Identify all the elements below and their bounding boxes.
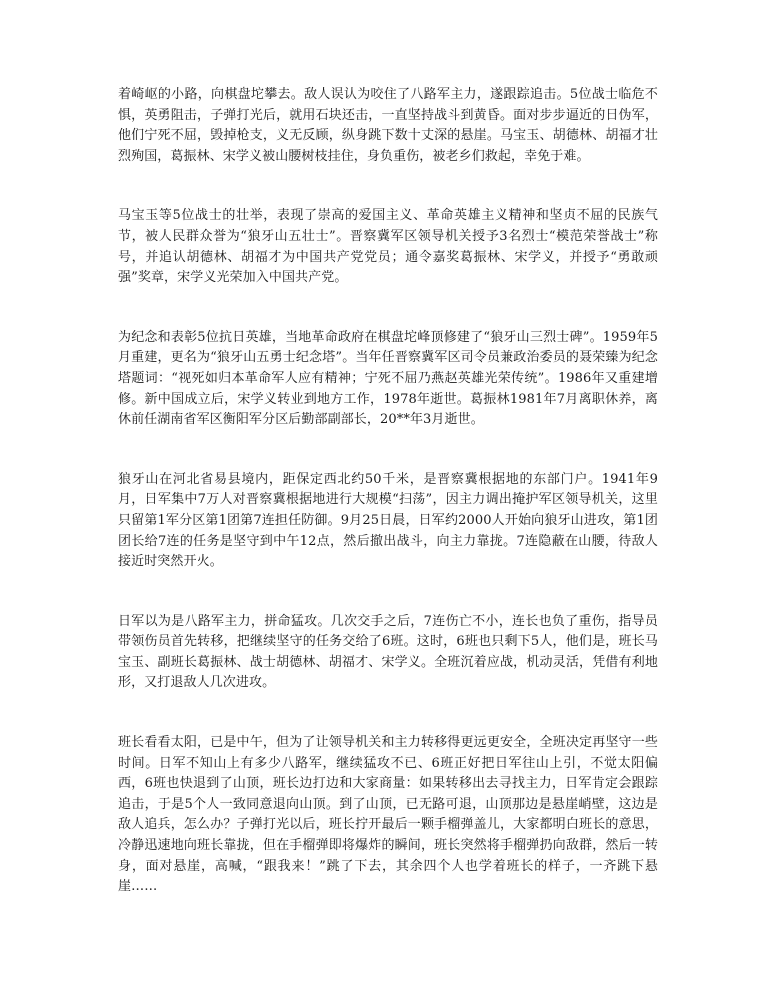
paragraph-2: 马宝玉等5位战士的壮举，表现了崇高的爱国主义、革命英雄主义精神和坚贞不屈的民族气节，被人民群众誉为“狼牙山五壮士”。晋察冀军区领导机关授予3名烈士“模范荣誉战士”称号，并追认胡德林、胡福才为中国共产党党员；通令嘉奖葛振林、宋学义，并授予“勇敢顽强”奖章，宋学义光荣加入中国共产党。 bbox=[118, 208, 658, 286]
document-body bbox=[118, 85, 658, 937]
paragraph-6: 班长看看太阳，已是中午，但为了让领导机关和主力转移得更远更安全，全班决定再坚守一些时间。日军不知山上有多少八路军，继续猛攻不已、6班正好把日军往山上引，不觉太阳偏西，6班也快退到了山顶，班长边打边和大家商量：如果转移出去寻找主力，日军肯定会跟踪追击，于是5个人一致同意退向山顶。到了山顶，已无路可退，山顶那边是悬崖峭壁，这边是敌人追兵，怎么办？子弹打光以后，班长拧开最后一颗手榴弹盖儿，大家都明白班长的意思，冷静迅速地向班长靠拢，但在手榴弹即将爆炸的瞬间，班长突然将手榴弹扔向敌群，然后一转身，面对悬崖，高喊，“跟我来！”跳了下去，其余四个人也学着班长的样子，一齐跳下悬崖…… bbox=[118, 735, 658, 895]
paragraph-3: 为纪念和表彰5位抗日英雄，当地革命政府在棋盘坨峰顶修建了“狼牙山三烈士碑”。1959年5月重建，更名为“狼牙山五勇士纪念塔”。当年任晋察冀军区司令员兼政治委员的聂荣臻为纪念塔题词：“视死如归本革命军人应有精神；宁死不屈乃燕赵英雄光荣传统”。1986年又重建增修。新中国成立后，宋学义转业到地方工作，1978年逝世。葛振林1981年7月离职休养，离休前任湖南省军区衡阳军分区后勤部副部长，20**年3月逝世。 bbox=[118, 329, 658, 428]
paragraph-5: 日军以为是八路军主力，拼命猛攻。几次交手之后，7连伤亡不小，连长也负了重伤，指导员带领伤员首先转移，把继续坚守的任务交给了6班。这时，6班也只剩下5人，他们是，班长马宝玉、副班长葛振林、战士胡德林、胡福才、宋学义。全班沉着应战，机动灵活，凭借有利地形，又打退敌人几次进攻。 bbox=[118, 613, 658, 691]
paragraph-4: 狼牙山在河北省易县境内，距保定西北约50千米，是晋察冀根据地的东部门户。1941年9月，日军集中7万人对晋察冀根据地进行大规模“扫荡”，因主力调出掩护军区领导机关，这里只留第1军分区第1团第7连担任防御。9月25日晨，日军约2000人开始向狼牙山进攻，第1团团长给7连的任务是坚守到中午12点，然后撤出战斗，向主力靠拢。7连隐蔽在山腰，待敌人接近时突然开火。 bbox=[118, 471, 658, 570]
paragraph-1: 着崎岖的小路，向棋盘坨攀去。敌人误认为咬住了八路军主力，遂跟踪追击。5位战士临危不惧，英勇阻击，子弹打光后，就用石块还击，一直坚持战斗到黄昏。面对步步逼近的日伪军，他们宁死不屈，毁掉枪支，义无反顾，纵身跳下数十丈深的悬崖。马宝玉、胡德林、胡福才壮烈殉国，葛振林、宋学义被山腰树枝挂住，身负重伤，被老乡们救起，幸免于难。 bbox=[118, 87, 658, 164]
